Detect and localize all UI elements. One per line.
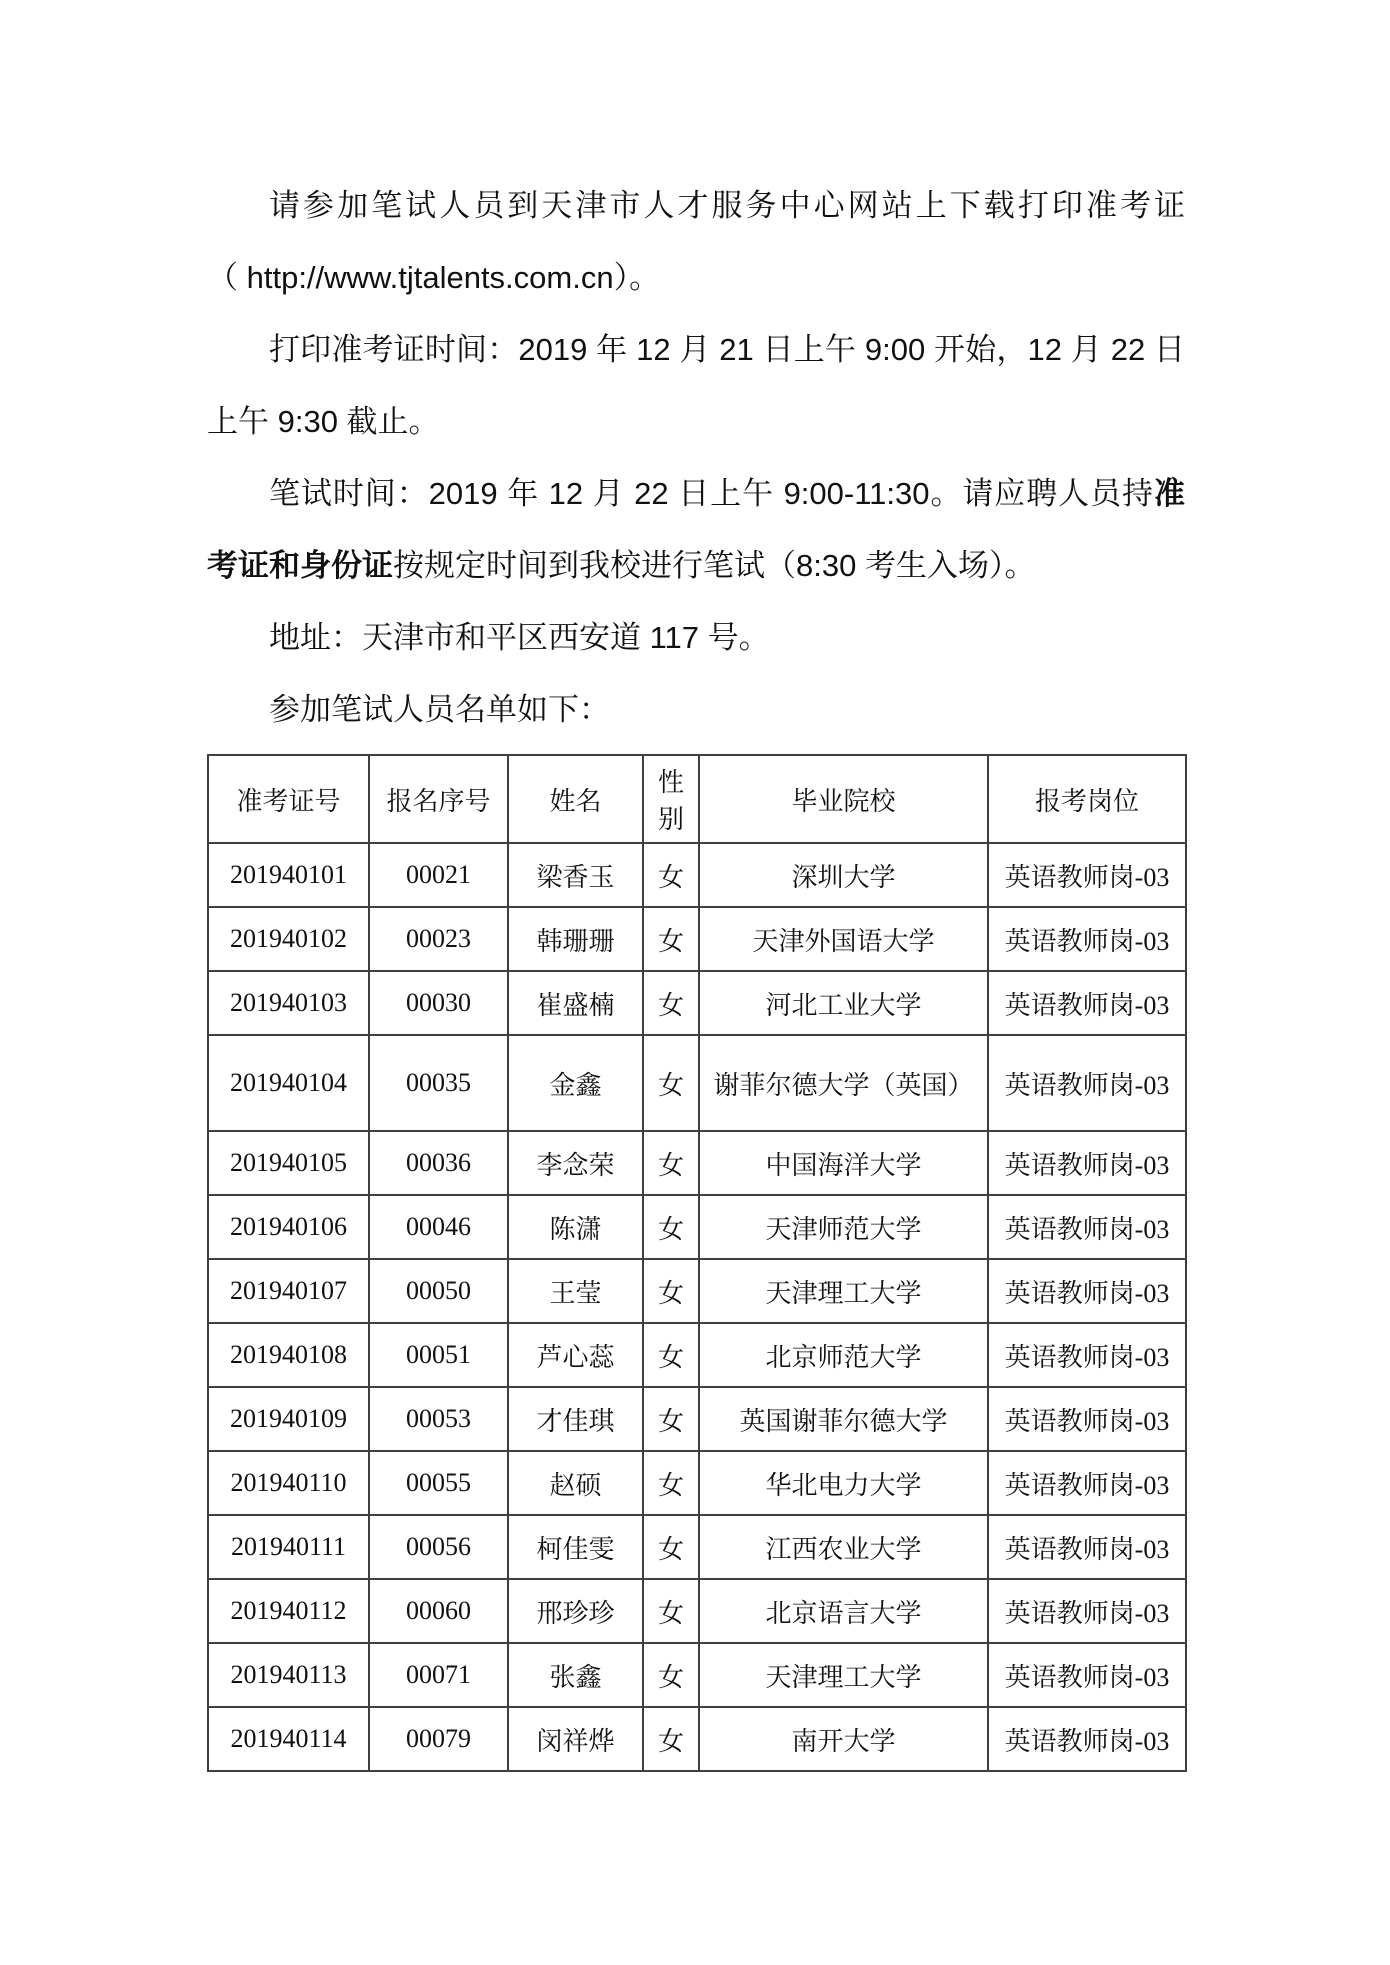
table-cell: 谢菲尔德大学（英国）: [699, 1035, 988, 1131]
table-cell: 南开大学: [699, 1707, 988, 1771]
table-row: [208, 1451, 1186, 1515]
table-cell: 陈潇: [508, 1195, 643, 1259]
table-row: [208, 1259, 1186, 1323]
table-cell: 英语教师岗-03: [988, 1451, 1186, 1515]
table-cell: 女: [643, 1323, 699, 1387]
table-cell: 00035: [369, 1035, 508, 1131]
table-cell: 女: [643, 1131, 699, 1195]
table-cell: 河北工业大学: [699, 971, 988, 1035]
table-cell: 00021: [369, 843, 508, 907]
table-cell: 女: [643, 1579, 699, 1643]
table-row: [208, 1195, 1186, 1259]
header-row: [208, 755, 1186, 843]
table-cell: 00050: [369, 1259, 508, 1323]
paragraph-roster-intro: 参加笔试人员名单如下：: [269, 692, 610, 727]
table-cell: 英语教师岗-03: [988, 1387, 1186, 1451]
table-cell: 英语教师岗-03: [988, 907, 1186, 971]
column-header: 准考证号: [208, 755, 369, 843]
table-cell: 王莹: [508, 1259, 643, 1323]
table-cell: 芦心蕊: [508, 1323, 643, 1387]
table-cell: 女: [643, 971, 699, 1035]
paragraph-exam-time-line2: [207, 530, 1185, 602]
table-cell: 柯佳雯: [508, 1515, 643, 1579]
paragraph-download-notice-line1: 请参加笔试人员到天津市人才服务中心网站上下载打印准考证: [269, 188, 1185, 223]
column-header: 报名序号: [369, 755, 508, 843]
column-header: 报考岗位: [988, 755, 1186, 843]
table-cell: 00071: [369, 1643, 508, 1707]
table-row: [208, 1323, 1186, 1387]
table-cell: 201940110: [208, 1451, 369, 1515]
paragraph-print-time-line2: 上午 9:30 截止。: [207, 404, 440, 439]
table-row: [208, 1035, 1186, 1131]
table-cell: 女: [643, 1035, 699, 1131]
table-cell: 00060: [369, 1579, 508, 1643]
table-cell: 女: [643, 1515, 699, 1579]
table-cell: 梁香玉: [508, 843, 643, 907]
table-row: [208, 907, 1186, 971]
document-body: [207, 170, 1185, 1772]
table-cell: 00030: [369, 971, 508, 1035]
table-cell: 英语教师岗-03: [988, 1131, 1186, 1195]
table-cell: 韩珊珊: [508, 907, 643, 971]
table-cell: 天津师范大学: [699, 1195, 988, 1259]
table-cell: 天津理工大学: [699, 1643, 988, 1707]
table-cell: 英语教师岗-03: [988, 971, 1186, 1035]
table-cell: 201940109: [208, 1387, 369, 1451]
table-cell: 英语教师岗-03: [988, 1323, 1186, 1387]
table-cell: 00051: [369, 1323, 508, 1387]
exam-time-text-continued: 按规定时间到我校进行笔试（8:30 考生入场）。: [393, 548, 1036, 583]
table-cell: 天津外国语大学: [699, 907, 988, 971]
table-row: [208, 1387, 1186, 1451]
table-cell: 201940105: [208, 1131, 369, 1195]
table-cell: 女: [643, 1195, 699, 1259]
paragraph-address: 地址：天津市和平区西安道 117 号。: [269, 620, 770, 655]
exam-roster-table: [207, 754, 1187, 1772]
table-cell: 江西农业大学: [699, 1515, 988, 1579]
exam-time-bold-start: 准: [1154, 476, 1185, 511]
table-cell: 张鑫: [508, 1643, 643, 1707]
table-cell: 201940107: [208, 1259, 369, 1323]
table-cell: 201940111: [208, 1515, 369, 1579]
table-cell: 崔盛楠: [508, 971, 643, 1035]
table-cell: 深圳大学: [699, 843, 988, 907]
table-cell: 女: [643, 1259, 699, 1323]
table-row: [208, 1131, 1186, 1195]
table-cell: 00056: [369, 1515, 508, 1579]
table-cell: 00023: [369, 907, 508, 971]
table-cell: 201940106: [208, 1195, 369, 1259]
table-row: [208, 1579, 1186, 1643]
table-cell: 女: [643, 1451, 699, 1515]
table-cell: 00079: [369, 1707, 508, 1771]
table-cell: 北京师范大学: [699, 1323, 988, 1387]
table-cell: 女: [643, 1643, 699, 1707]
table-cell: 女: [643, 907, 699, 971]
table-cell: 201940104: [208, 1035, 369, 1131]
table-cell: 英语教师岗-03: [988, 1515, 1186, 1579]
table-cell: 金鑫: [508, 1035, 643, 1131]
column-header: 性别: [643, 755, 699, 843]
table-header-row: [208, 755, 1186, 843]
table-cell: 00053: [369, 1387, 508, 1451]
table-cell: 201940108: [208, 1323, 369, 1387]
paragraph-download-notice-line2-url: （ http://www.tjtalents.com.cn）。: [207, 260, 661, 295]
table-cell: 201940103: [208, 971, 369, 1035]
table-cell: 00036: [369, 1131, 508, 1195]
table-cell: 201940112: [208, 1579, 369, 1643]
column-header: 毕业院校: [699, 755, 988, 843]
table-cell: 00055: [369, 1451, 508, 1515]
table-cell: 中国海洋大学: [699, 1131, 988, 1195]
table-cell: 赵硕: [508, 1451, 643, 1515]
table-cell: 李念荣: [508, 1131, 643, 1195]
table-cell: 英语教师岗-03: [988, 1643, 1186, 1707]
table-cell: 女: [643, 1387, 699, 1451]
table-cell: 201940101: [208, 843, 369, 907]
table-cell: 英语教师岗-03: [988, 1259, 1186, 1323]
table-row: [208, 843, 1186, 907]
table-row: [208, 971, 1186, 1035]
table-cell: 才佳琪: [508, 1387, 643, 1451]
table-cell: 英语教师岗-03: [988, 1579, 1186, 1643]
table-cell: 北京语言大学: [699, 1579, 988, 1643]
table-cell: 201940114: [208, 1707, 369, 1771]
table-cell: 201940102: [208, 907, 369, 971]
exam-time-text: 笔试时间：2019 年 12 月 22 日上午 9:00-11:30。请应聘人员持: [269, 476, 1154, 511]
paragraph-print-time-line1: 打印准考证时间：2019 年 12 月 21 日上午 9:00 开始，12 月 22 日: [269, 332, 1185, 367]
table-cell: 华北电力大学: [699, 1451, 988, 1515]
table-cell: 女: [643, 1707, 699, 1771]
table-cell: 女: [643, 843, 699, 907]
table-row: [208, 1643, 1186, 1707]
column-header: 姓名: [508, 755, 643, 843]
table-cell: 英语教师岗-03: [988, 1195, 1186, 1259]
paragraph-exam-time-line1: [207, 458, 1185, 530]
table-cell: 天津理工大学: [699, 1259, 988, 1323]
table-cell: 英语教师岗-03: [988, 843, 1186, 907]
table-cell: 英语教师岗-03: [988, 1707, 1186, 1771]
table-row: [208, 1707, 1186, 1771]
table-cell: 英语教师岗-03: [988, 1035, 1186, 1131]
table-cell: 00046: [369, 1195, 508, 1259]
table-row: [208, 1515, 1186, 1579]
table-cell: 英国谢菲尔德大学: [699, 1387, 988, 1451]
exam-time-bold-continued: 考证和身份证: [207, 548, 393, 583]
table-body: [208, 843, 1186, 1771]
table-cell: 201940113: [208, 1643, 369, 1707]
table-cell: 邢珍珍: [508, 1579, 643, 1643]
table-cell: 闵祥烨: [508, 1707, 643, 1771]
